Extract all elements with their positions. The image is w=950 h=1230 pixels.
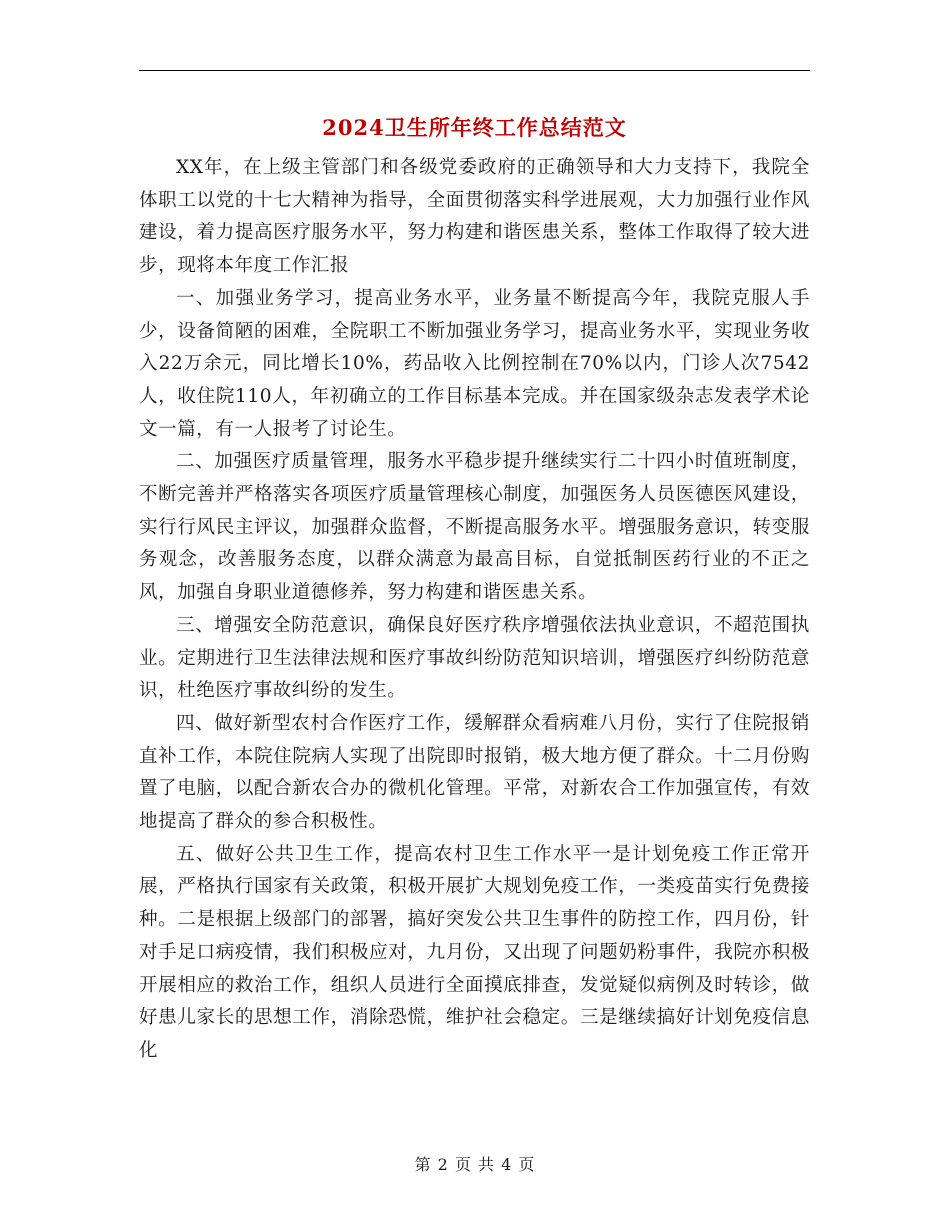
paragraph-intro: XX年，在上级主管部门和各级党委政府的正确领导和大力支持下，我院全体职工以党的十七大精神为指导，全面贯彻落实科学进展观，大力加强行业作风建设，着力提高医疗服务水平，努力构建和谐医患关系，整体工作取得了较大进步，现将本年度工作汇报: [139, 157, 810, 277]
document-title: 2024卫生所年终工作总结范文: [322, 115, 627, 140]
paragraph-section-3: 三、增强安全防范意识，确保良好医疗秩序增强依法执业意识，不超范围执业。定期进行卫生法律法规和医疗事故纠纷防范知识培训，增强医疗纠纷防范意识，杜绝医疗事故纠纷的发生。: [139, 614, 810, 702]
paragraph-section-4: 四、做好新型农村合作医疗工作，缓解群众看病难八月份，实行了住院报销直补工作，本院住院病人实现了出院即时报销，极大地方便了群众。十二月份购置了电脑，以配合新农合办的微机化管理。平常，对新农合工作加强宣传，有效地提高了群众的参合积极性。: [139, 712, 810, 833]
paragraph-section-5: 五、做好公共卫生工作，提高农村卫生工作水平一是计划免疫工作正常开展，严格执行国家有关政策，积极开展扩大规划免疫工作，一类疫苗实行免费接种。二是根据上级部门的部署，搞好突发公共卫生事件的防控工作，四月份，针对手足口病疫情，我们积极应对，九月份，又出现了问题奶粉事件，我院亦积极开展相应的救治工作，组织人员进行全面摸底排查，发觉疑似病例及时转诊，做好患儿家长的思想工作，消除恐慌，维护社会稳定。三是继续搞好计划免疫信息化: [139, 843, 810, 1061]
document-body: [139, 152, 810, 1068]
header-rule: [139, 70, 810, 71]
paragraph-section-1: 一、加强业务学习，提高业务水平，业务量不断提高今年，我院克服人手少，设备简陋的困难，全院职工不断加强业务学习，提高业务水平，实现业务收入22万余元，同比增长10%，药品收入比例控制在70%以内，门诊人次7542人，收住院110人，年初确立的工作目标基本完成。并在国家级杂志发表学术论文一篇，有一人报考了讨论生。: [139, 287, 810, 440]
page-number-label: 第 2 页 共 4 页: [414, 1155, 536, 1174]
page-number-footer: [0, 1152, 950, 1175]
paragraph-section-2: 二、加强医疗质量管理，服务水平稳步提升继续实行二十四小时值班制度，不断完善并严格落实各项医疗质量管理核心制度，加强医务人员医德医风建设，实行行风民主评议，加强群众监督，不断提高服务水平。增强服务意识，转变服务观念，改善服务态度，以群众满意为最高目标，自觉抵制医药行业的不正之风，加强自身职业道德修养，努力构建和谐医患关系。: [139, 451, 810, 604]
